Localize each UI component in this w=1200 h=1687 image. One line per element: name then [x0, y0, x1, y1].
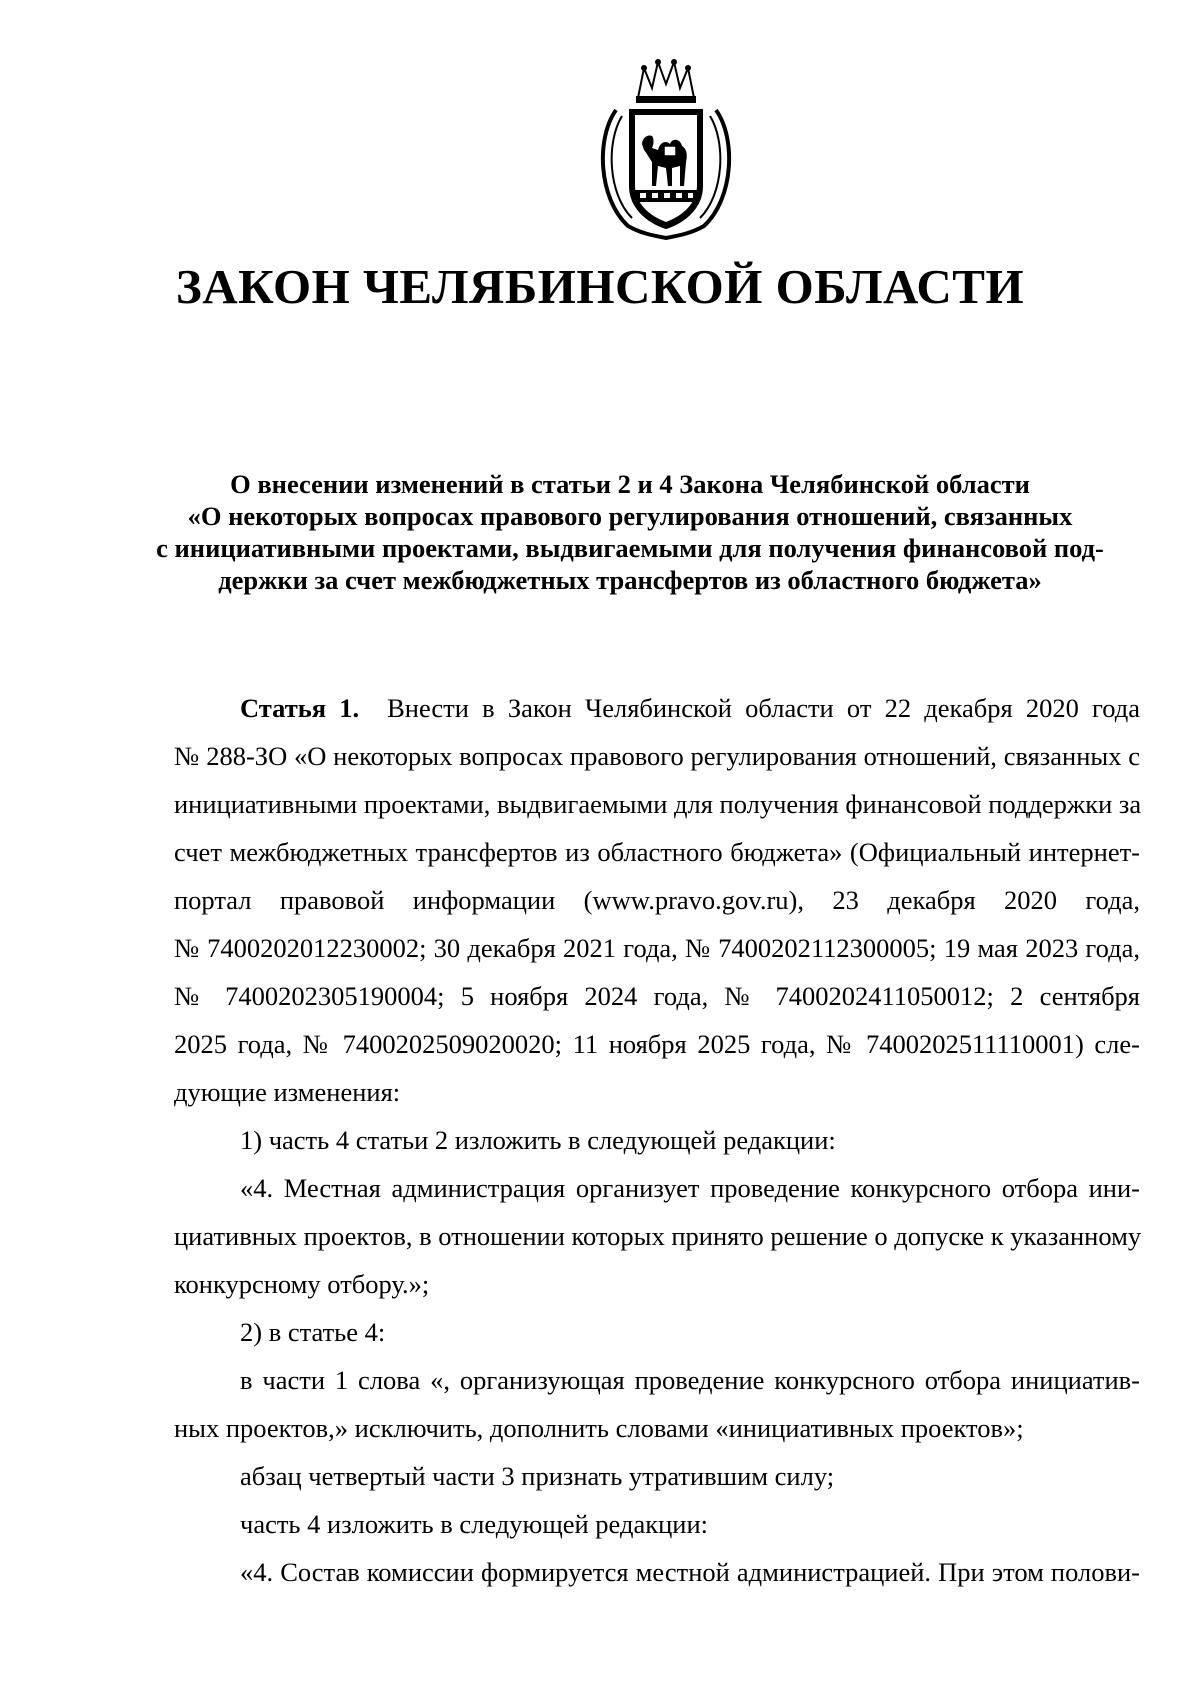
- heading-line: держки за счет межбюджетных трансфертов из областного бюджета»: [218, 565, 1042, 595]
- item-2-sub-1-line: ных проектов,» исключить, дополнить словами «инициативных проектов»;: [174, 1413, 1024, 1443]
- item-quote-2: «4. Состав комиссии формируется местной администрацией. При этом полови-: [240, 1557, 1140, 1587]
- article-1: [174, 684, 1140, 1596]
- item-1: 1) часть 4 статьи 2 изложить в следующей редакции:: [240, 1125, 836, 1155]
- article-line: № 7400202305190004; 5 ноября 2024 года, № 7400202411050012; 2 сентября: [174, 981, 1140, 1011]
- article-line: счет межбюджетных трансфертов из областного бюджета» (Официальный интернет-: [174, 837, 1140, 867]
- item-2: 2) в статье 4:: [240, 1317, 386, 1347]
- item-2-sub-3: часть 4 изложить в следующей редакции:: [240, 1509, 708, 1539]
- article-first-text: Внести в Закон Челябинской области от 22 декабря 2020 года: [387, 693, 1140, 723]
- heading-line: О внесении изменений в статьи 2 и 4 Закона Челябинской области: [230, 469, 1030, 499]
- coat-of-arms-icon: [592, 58, 740, 242]
- article-line: инициативными проектами, выдвигаемыми для получения финансовой поддержки за: [174, 789, 1142, 819]
- item-quote-1-line: циативных проектов, в отношении которых принято решение о допуске к указанному: [174, 1221, 1142, 1251]
- article-line: дующие изменения:: [174, 1077, 401, 1107]
- law-heading: [150, 468, 1110, 596]
- item-quote-1: «4. Местная администрация организует проведение конкурсного отбора ини-: [240, 1173, 1140, 1203]
- article-label: Статья 1.: [240, 693, 360, 723]
- article-first-line: [174, 684, 1140, 732]
- item-2-sub-2: абзац четвертый части 3 признать утратившим силу;: [240, 1461, 835, 1491]
- article-line: № 7400202012230002; 30 декабря 2021 года, № 7400202112300005; 19 мая 2023 года,: [174, 933, 1140, 963]
- article-line: портал правовой информации (www.pravo.gov.ru), 23 декабря 2020 года,: [174, 885, 1140, 915]
- article-line: № 288-ЗО «О некоторых вопросах правового регулирования отношений, связанных с: [174, 741, 1140, 771]
- item-2-sub-1: в части 1 слова «, организующая проведение конкурсного отбора инициатив-: [240, 1365, 1140, 1395]
- heading-line: с инициативными проектами, выдвигаемыми для получения финансовой под-: [156, 533, 1104, 563]
- article-line: 2025 года, № 7400202509020020; 11 ноября 2025 года, № 7400202511110001) сле-: [174, 1029, 1140, 1059]
- document-title: ЗАКОН ЧЕЛЯБИНСКОЙ ОБЛАСТИ: [175, 259, 1025, 314]
- heading-line: «О некоторых вопросах правового регулирования отношений, связанных: [187, 501, 1073, 531]
- item-quote-1-line: конкурсному отбору.»;: [174, 1269, 430, 1299]
